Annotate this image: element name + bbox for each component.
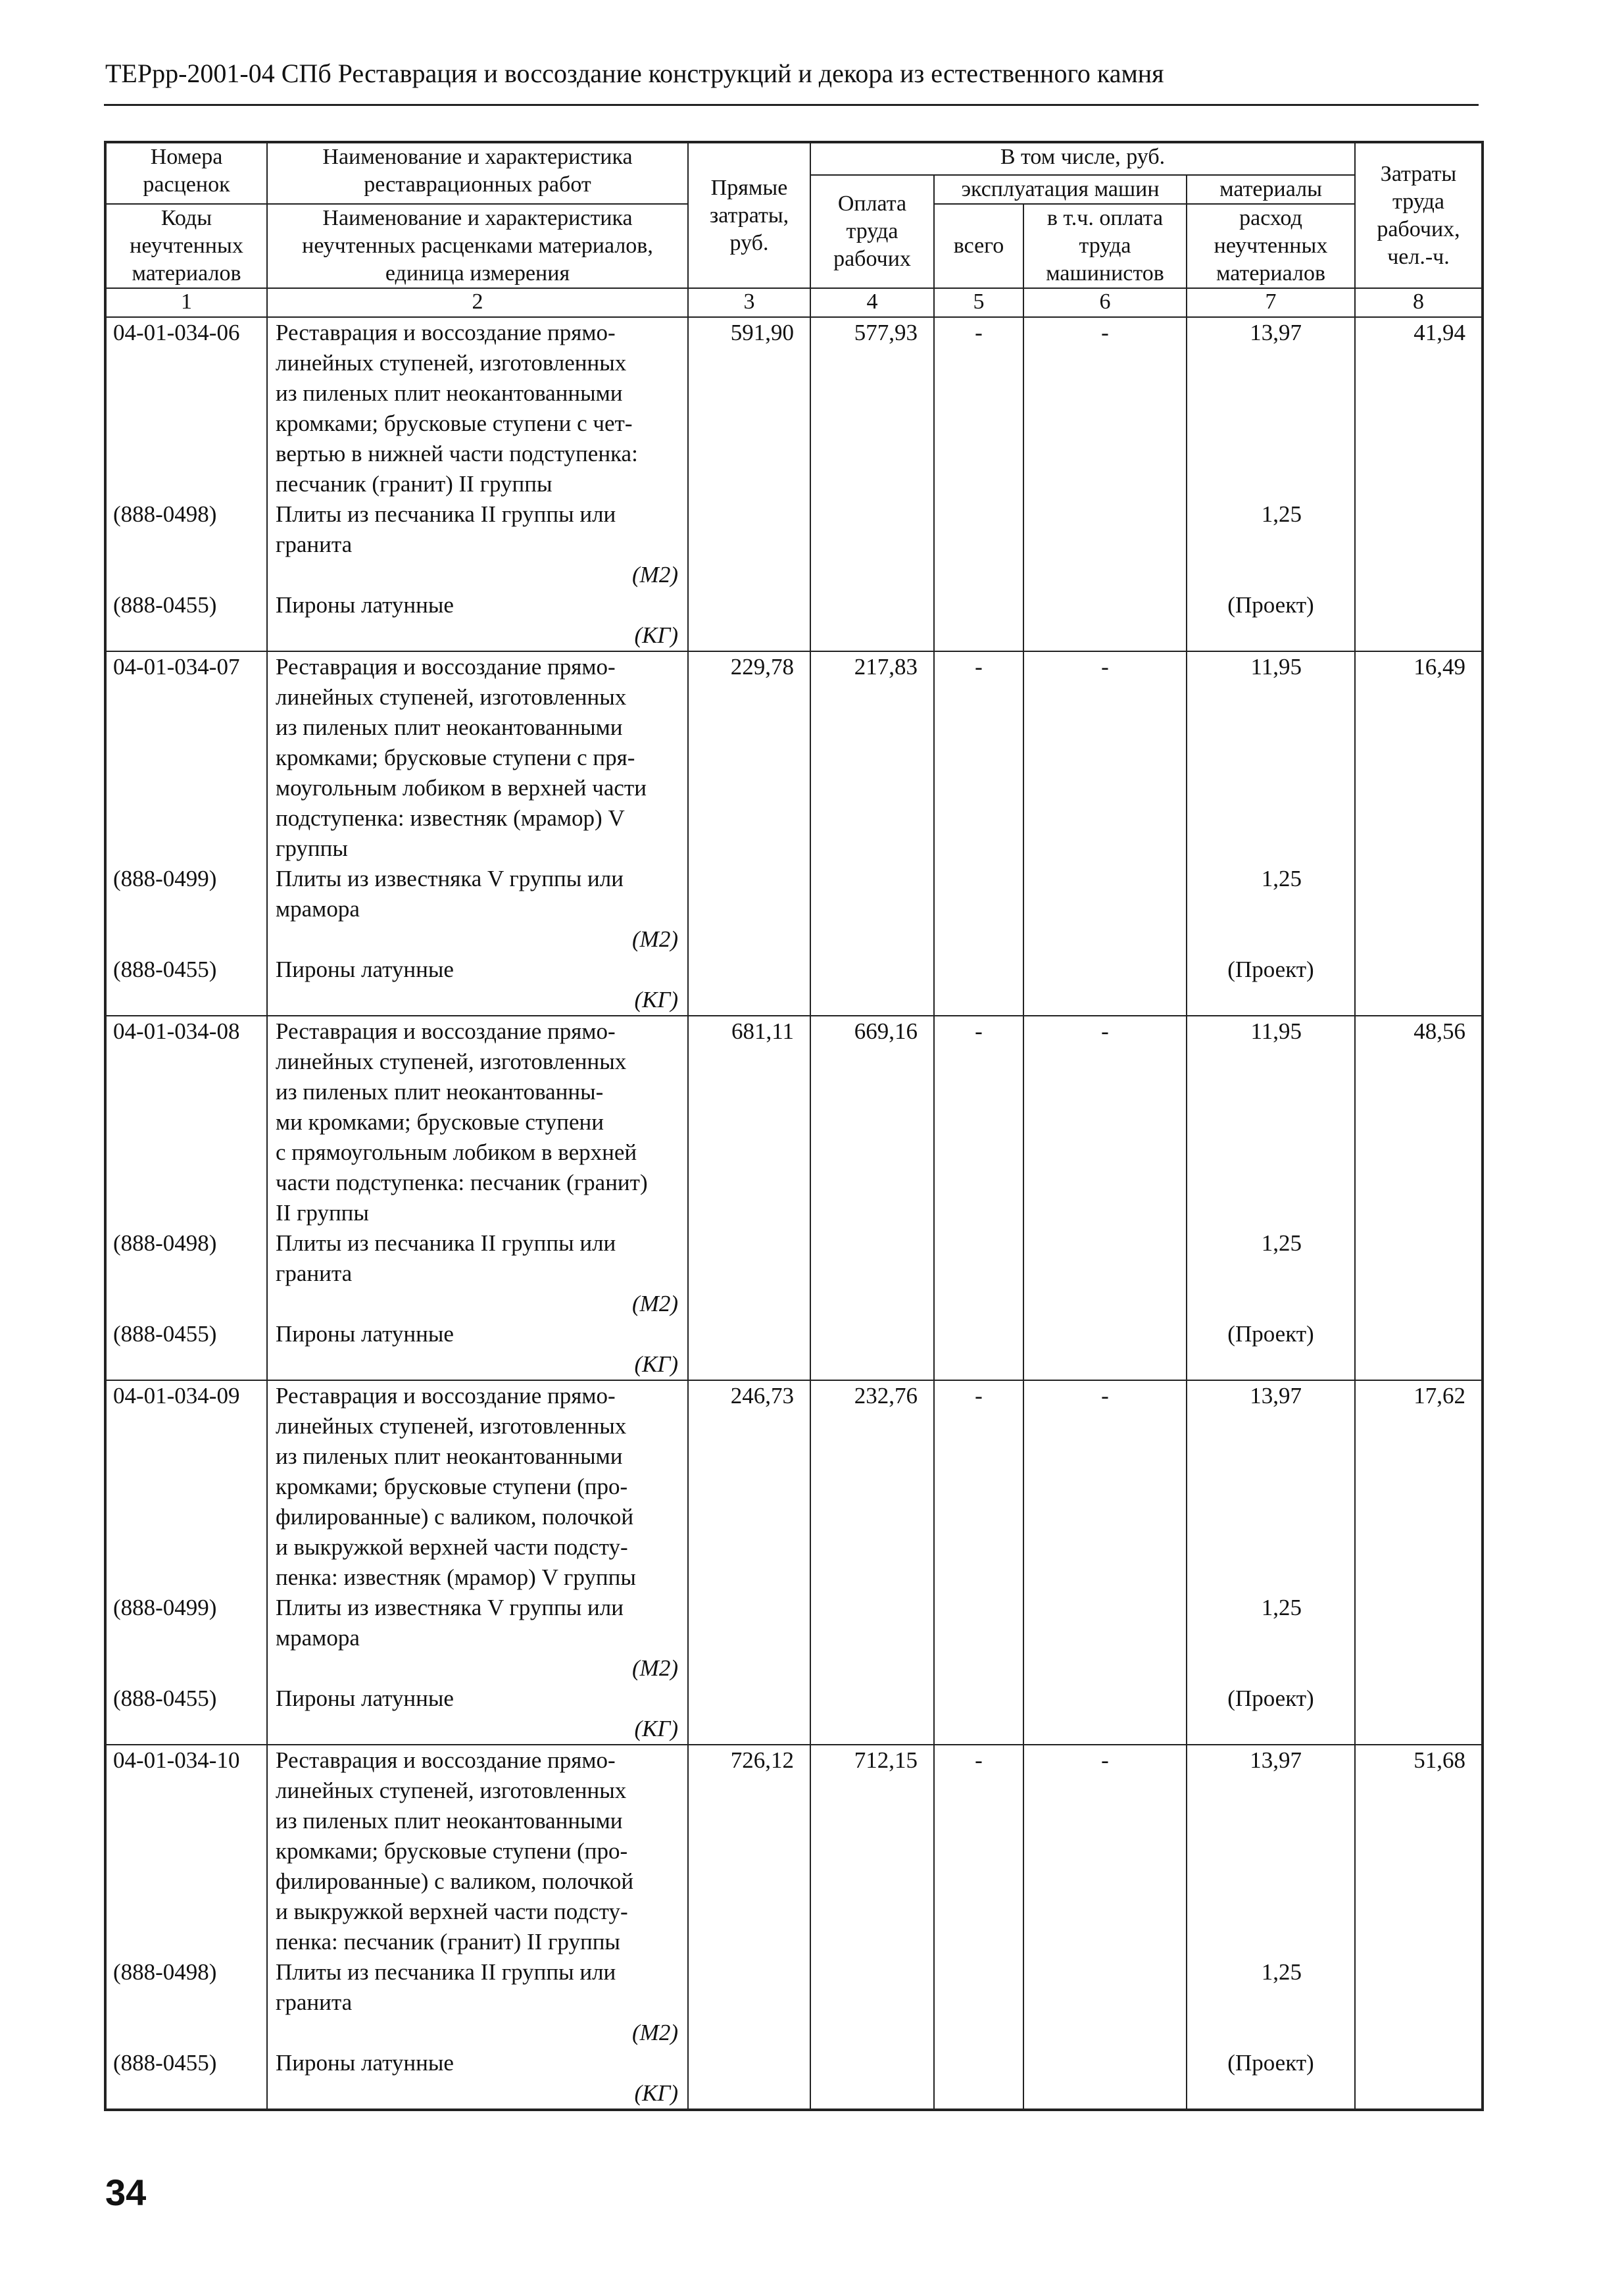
material-code: (888-0498)	[113, 1959, 217, 1985]
work-description-line: из пиленых плит неокантованны-	[276, 1079, 604, 1105]
material-unit: (М2)	[632, 562, 678, 587]
work-description-line: Реставрация и воссоздание прямо-	[276, 1383, 616, 1409]
cell-wages	[810, 1380, 934, 1745]
work-description-line: кромками; брусковые ступени с пря-	[276, 745, 635, 770]
material-code: (888-0455)	[113, 2050, 217, 2076]
material-code: (888-0455)	[113, 592, 217, 618]
cell-materials	[1187, 651, 1355, 1016]
cell-mach-total	[934, 1745, 1023, 2110]
material-amount: 1,25	[1261, 501, 1302, 527]
rate-row	[105, 651, 1483, 1016]
header-codes: Коды неучтенных материалов	[105, 204, 267, 288]
material-unit: (КГ)	[634, 2080, 678, 2106]
cell-labor	[1355, 1016, 1483, 1380]
cell-materials	[1187, 1380, 1355, 1745]
material-amount: (Проект)	[1227, 1321, 1314, 1347]
cell-name	[267, 651, 688, 1016]
column-number: 2	[267, 288, 688, 317]
direct-costs-value: 229,78	[730, 654, 794, 680]
material-name-line: Пироны латунные	[276, 957, 454, 982]
rate-code: 04-01-034-10	[113, 1747, 240, 1773]
rates-table	[104, 141, 1484, 2111]
material-code: (888-0499)	[113, 1595, 217, 1620]
cell-labor	[1355, 651, 1483, 1016]
header-rule	[104, 104, 1479, 106]
cell-code	[105, 651, 267, 1016]
rate-code: 04-01-034-08	[113, 1018, 240, 1044]
table-header	[105, 142, 1483, 317]
material-amount: 1,25	[1261, 866, 1302, 891]
material-name-line: Пироны латунные	[276, 2050, 454, 2076]
cell-mach-total	[934, 1380, 1023, 1745]
material-amount: 1,25	[1261, 1230, 1302, 1256]
labor-value: 17,62	[1413, 1383, 1465, 1409]
cell-labor	[1355, 317, 1483, 651]
wages-value: 669,16	[854, 1018, 918, 1044]
material-amount: (Проект)	[1227, 1685, 1314, 1711]
wages-value: 217,83	[854, 654, 918, 680]
material-code: (888-0499)	[113, 866, 217, 891]
machine-total-value: -	[975, 654, 983, 680]
page-number: 34	[105, 2172, 147, 2213]
material-amount: (Проект)	[1227, 2050, 1314, 2076]
column-number: 7	[1187, 288, 1355, 317]
machine-total-value: -	[975, 1018, 983, 1044]
machinist-wages-value: -	[1101, 1383, 1109, 1409]
machinist-wages-value: -	[1101, 654, 1109, 680]
cell-mach-total	[934, 317, 1023, 651]
work-description-line: линейных ступеней, изготовленных	[276, 684, 627, 710]
machinist-wages-value: -	[1101, 1018, 1109, 1044]
material-name-line: Плиты из известняка V группы или	[276, 866, 624, 891]
cell-code	[105, 1745, 267, 2110]
material-name-line: Пироны латунные	[276, 1321, 454, 1347]
work-description-line: из пиленых плит неокантованными	[276, 1808, 623, 1834]
work-description-line: Реставрация и воссоздание прямо-	[276, 654, 616, 680]
cell-direct	[688, 1745, 810, 2110]
material-name-line: Плиты из песчаника II группы или	[276, 501, 616, 527]
cell-wages	[810, 1016, 934, 1380]
cell-direct	[688, 651, 810, 1016]
cell-name	[267, 1016, 688, 1380]
cell-mach-wages	[1023, 1745, 1187, 2110]
cell-code	[105, 1016, 267, 1380]
cell-materials	[1187, 1745, 1355, 2110]
work-description-line: филированные) с валиком, полочкой	[276, 1868, 634, 1894]
cell-wages	[810, 651, 934, 1016]
header-machine-total: всего	[934, 204, 1023, 288]
work-description-line: филированные) с валиком, полочкой	[276, 1504, 634, 1530]
material-name-line: Пироны латунные	[276, 592, 454, 618]
material-unit: (КГ)	[634, 1716, 678, 1741]
cell-mach-total	[934, 1016, 1023, 1380]
cell-code	[105, 317, 267, 651]
material-unit: (М2)	[632, 1291, 678, 1316]
cell-name	[267, 317, 688, 651]
cell-wages	[810, 1745, 934, 2110]
materials-value: 13,97	[1250, 1747, 1302, 1773]
machine-total-value: -	[975, 320, 983, 345]
work-description-line: линейных ступеней, изготовленных	[276, 1049, 627, 1074]
material-code: (888-0455)	[113, 1321, 217, 1347]
work-description-line: песчаник (гранит) II группы	[276, 471, 553, 497]
labor-value: 51,68	[1413, 1747, 1465, 1773]
material-code: (888-0498)	[113, 501, 217, 527]
cell-direct	[688, 1380, 810, 1745]
work-description-line: кромками; брусковые ступени (про-	[276, 1474, 628, 1499]
material-amount: 1,25	[1261, 1595, 1302, 1620]
table-body	[105, 317, 1483, 2110]
wages-value: 712,15	[854, 1747, 918, 1773]
materials-value: 11,95	[1250, 1018, 1302, 1044]
material-amount: (Проект)	[1227, 957, 1314, 982]
work-description-line: с прямоугольным лобиком в верхней	[276, 1139, 637, 1165]
work-description-line: части подступенка: песчаник (гранит)	[276, 1170, 648, 1195]
cell-mach-wages	[1023, 1380, 1187, 1745]
work-description-line: вертью в нижней части подступенка:	[276, 441, 638, 466]
cell-materials	[1187, 317, 1355, 651]
machinist-wages-value: -	[1101, 320, 1109, 345]
column-numbers-row	[105, 288, 1483, 317]
rate-code: 04-01-034-09	[113, 1383, 240, 1409]
material-code: (888-0498)	[113, 1230, 217, 1256]
cell-labor	[1355, 1745, 1483, 2110]
labor-value: 48,56	[1413, 1018, 1465, 1044]
material-code: (888-0455)	[113, 957, 217, 982]
column-number: 4	[810, 288, 934, 317]
material-name-line: Плиты из известняка V группы или	[276, 1595, 624, 1620]
header-work-name: Наименование и характеристика реставрационных работ	[267, 142, 688, 204]
materials-value: 11,95	[1250, 654, 1302, 680]
cell-mach-wages	[1023, 651, 1187, 1016]
work-description-line: Реставрация и воссоздание прямо-	[276, 1018, 616, 1044]
material-name-line: мрамора	[276, 1625, 360, 1651]
work-description-line: линейных ступеней, изготовленных	[276, 1778, 627, 1803]
header-machinist-wages: в т.ч. оплата труда машинистов	[1023, 204, 1187, 288]
header-worker-wages: Оплата труда рабочих	[810, 175, 934, 288]
header-including-group: В том числе, руб.	[810, 142, 1355, 175]
material-name-line: Пироны латунные	[276, 1685, 454, 1711]
cell-labor	[1355, 1380, 1483, 1745]
material-unit: (КГ)	[634, 987, 678, 1012]
rate-row	[105, 1016, 1483, 1380]
header-materials: материалы	[1187, 175, 1355, 204]
direct-costs-value: 591,90	[730, 320, 794, 345]
material-unit: (М2)	[632, 926, 678, 952]
rate-code: 04-01-034-06	[113, 320, 240, 345]
material-unit: (М2)	[632, 1655, 678, 1681]
work-description-line: ми кромками; брусковые ступени	[276, 1109, 604, 1135]
column-number: 3	[688, 288, 810, 317]
labor-value: 16,49	[1413, 654, 1465, 680]
direct-costs-value: 681,11	[731, 1018, 794, 1044]
work-description-line: из пиленых плит неокантованными	[276, 1443, 623, 1469]
work-description-line: и выкружкой верхней части подсту-	[276, 1534, 628, 1560]
rate-row	[105, 1380, 1483, 1745]
material-name-line: гранита	[276, 1989, 353, 2015]
machinist-wages-value: -	[1101, 1747, 1109, 1773]
cell-materials	[1187, 1016, 1355, 1380]
cell-mach-total	[934, 651, 1023, 1016]
header-direct-costs: Прямые затраты, руб.	[688, 142, 810, 288]
work-description-line: и выкружкой верхней части подсту-	[276, 1899, 628, 1924]
header-material-consumption: расход неучтенных материалов	[1187, 204, 1355, 288]
material-amount: 1,25	[1261, 1959, 1302, 1985]
materials-value: 13,97	[1250, 320, 1302, 345]
material-unit: (КГ)	[634, 622, 678, 648]
cell-wages	[810, 317, 934, 651]
work-description-line: группы	[276, 836, 348, 861]
material-name-line: Плиты из песчаника II группы или	[276, 1230, 616, 1256]
column-number: 8	[1355, 288, 1483, 317]
work-description-line: кромками; брусковые ступени (про-	[276, 1838, 628, 1864]
header-labor-costs: Затраты труда рабочих, чел.-ч.	[1355, 142, 1483, 288]
cell-name	[267, 1745, 688, 2110]
material-code: (888-0455)	[113, 1685, 217, 1711]
material-unit: (М2)	[632, 2020, 678, 2045]
labor-value: 41,94	[1413, 320, 1465, 345]
material-amount: (Проект)	[1227, 592, 1314, 618]
work-description-line: пенка: известняк (мрамор) V группы	[276, 1564, 636, 1590]
direct-costs-value: 726,12	[730, 1747, 794, 1773]
header-material-name: Наименование и характеристика неучтенных расценками материалов, единица измерения	[267, 204, 688, 288]
column-number: 1	[105, 288, 267, 317]
work-description-line: Реставрация и воссоздание прямо-	[276, 1747, 616, 1773]
work-description-line: из пиленых плит неокантованными	[276, 380, 623, 406]
materials-value: 13,97	[1250, 1383, 1302, 1409]
cell-direct	[688, 1016, 810, 1380]
work-description-line: Реставрация и воссоздание прямо-	[276, 320, 616, 345]
work-description-line: II группы	[276, 1200, 369, 1226]
rate-row	[105, 317, 1483, 651]
work-description-line: линейных ступеней, изготовленных	[276, 350, 627, 376]
work-description-line: пенка: песчаник (гранит) II группы	[276, 1929, 620, 1955]
machine-total-value: -	[975, 1747, 983, 1773]
header-machine-operation: эксплуатация машин	[934, 175, 1187, 204]
cell-direct	[688, 317, 810, 651]
material-name-line: мрамора	[276, 896, 360, 922]
machine-total-value: -	[975, 1383, 983, 1409]
direct-costs-value: 246,73	[730, 1383, 794, 1409]
wages-value: 577,93	[854, 320, 918, 345]
work-description-line: кромками; брусковые ступени с чет-	[276, 411, 633, 436]
work-description-line: моугольным лобиком в верхней части	[276, 775, 647, 801]
column-number: 5	[934, 288, 1023, 317]
page-header-title: ТЕРрр-2001-04 СПб Реставрация и воссоздание конструкций и декора из естественного камня	[105, 59, 1164, 88]
cell-code	[105, 1380, 267, 1745]
rate-code: 04-01-034-07	[113, 654, 240, 680]
material-name-line: гранита	[276, 532, 353, 557]
work-description-line: из пиленых плит неокантованными	[276, 714, 623, 740]
rate-row	[105, 1745, 1483, 2110]
material-name-line: гранита	[276, 1260, 353, 1286]
work-description-line: подступенка: известняк (мрамор) V	[276, 805, 625, 831]
cell-name	[267, 1380, 688, 1745]
work-description-line: линейных ступеней, изготовленных	[276, 1413, 627, 1439]
cell-mach-wages	[1023, 317, 1187, 651]
header-rate-numbers: Номера расценок	[105, 142, 267, 204]
wages-value: 232,76	[854, 1383, 918, 1409]
column-number: 6	[1023, 288, 1187, 317]
material-unit: (КГ)	[634, 1351, 678, 1377]
cell-mach-wages	[1023, 1016, 1187, 1380]
material-name-line: Плиты из песчаника II группы или	[276, 1959, 616, 1985]
